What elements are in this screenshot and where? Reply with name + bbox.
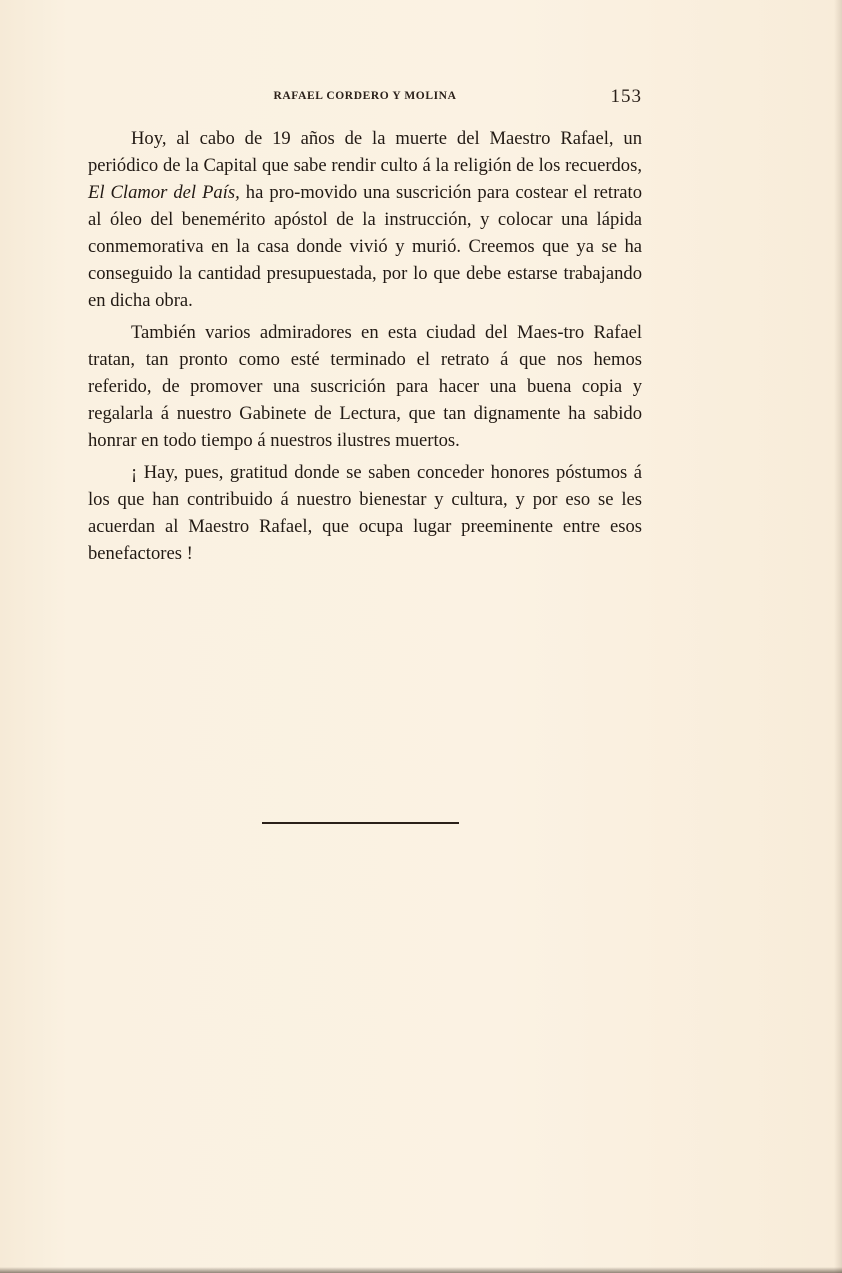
- paragraph-2: También varios admiradores en esta ciudad del Maes-tro Rafael tratan, tan pronto como esté terminado el retrato á que nos hemos referido, de promover una suscrición para hacer una buena copia y regalarla á nuestro Gabinete de Lectura, que tan dignamente ha sabido honrar en todo tiempo á nuestros ilustres muertos.: [88, 322, 642, 451]
- running-head: [88, 86, 642, 110]
- page-edge-shadow: [834, 0, 842, 1273]
- paragraph-1: [88, 125, 642, 314]
- page-number: 153: [610, 86, 642, 107]
- running-title: RAFAEL CORDERO Y MOLINA: [273, 90, 457, 102]
- paragraph-3: ¡ Hay, pues, gratitud donde se saben conceder honores póstumos á los que han contribuido á nuestro bienestar y cultura, y por eso se les acuerdan al Maestro Rafael, que ocupa lugar preeminente entre esos benefactores !: [88, 462, 642, 564]
- paragraph-1-text-after: ha pro-movido una suscrición para costear el retrato al óleo del benemérito apóstol de la instrucción, y colocar una lápida conmemorativa en la casa donde vivió y murió. Creemos que ya se ha conseguido la cantidad presupuestada, por lo que debe estarse trabajando en dicha obra.: [88, 182, 642, 311]
- section-end-rule: [262, 822, 459, 824]
- paragraph-1-text-before: Hoy, al cabo de 19 años de la muerte del Maestro Rafael, un periódico de la Capital que sabe rendir culto á la religión de los recuerdos,: [88, 128, 642, 176]
- body-text: [88, 125, 642, 572]
- page-bottom-edge: [0, 1267, 842, 1273]
- newspaper-title: El Clamor del País,: [88, 182, 240, 203]
